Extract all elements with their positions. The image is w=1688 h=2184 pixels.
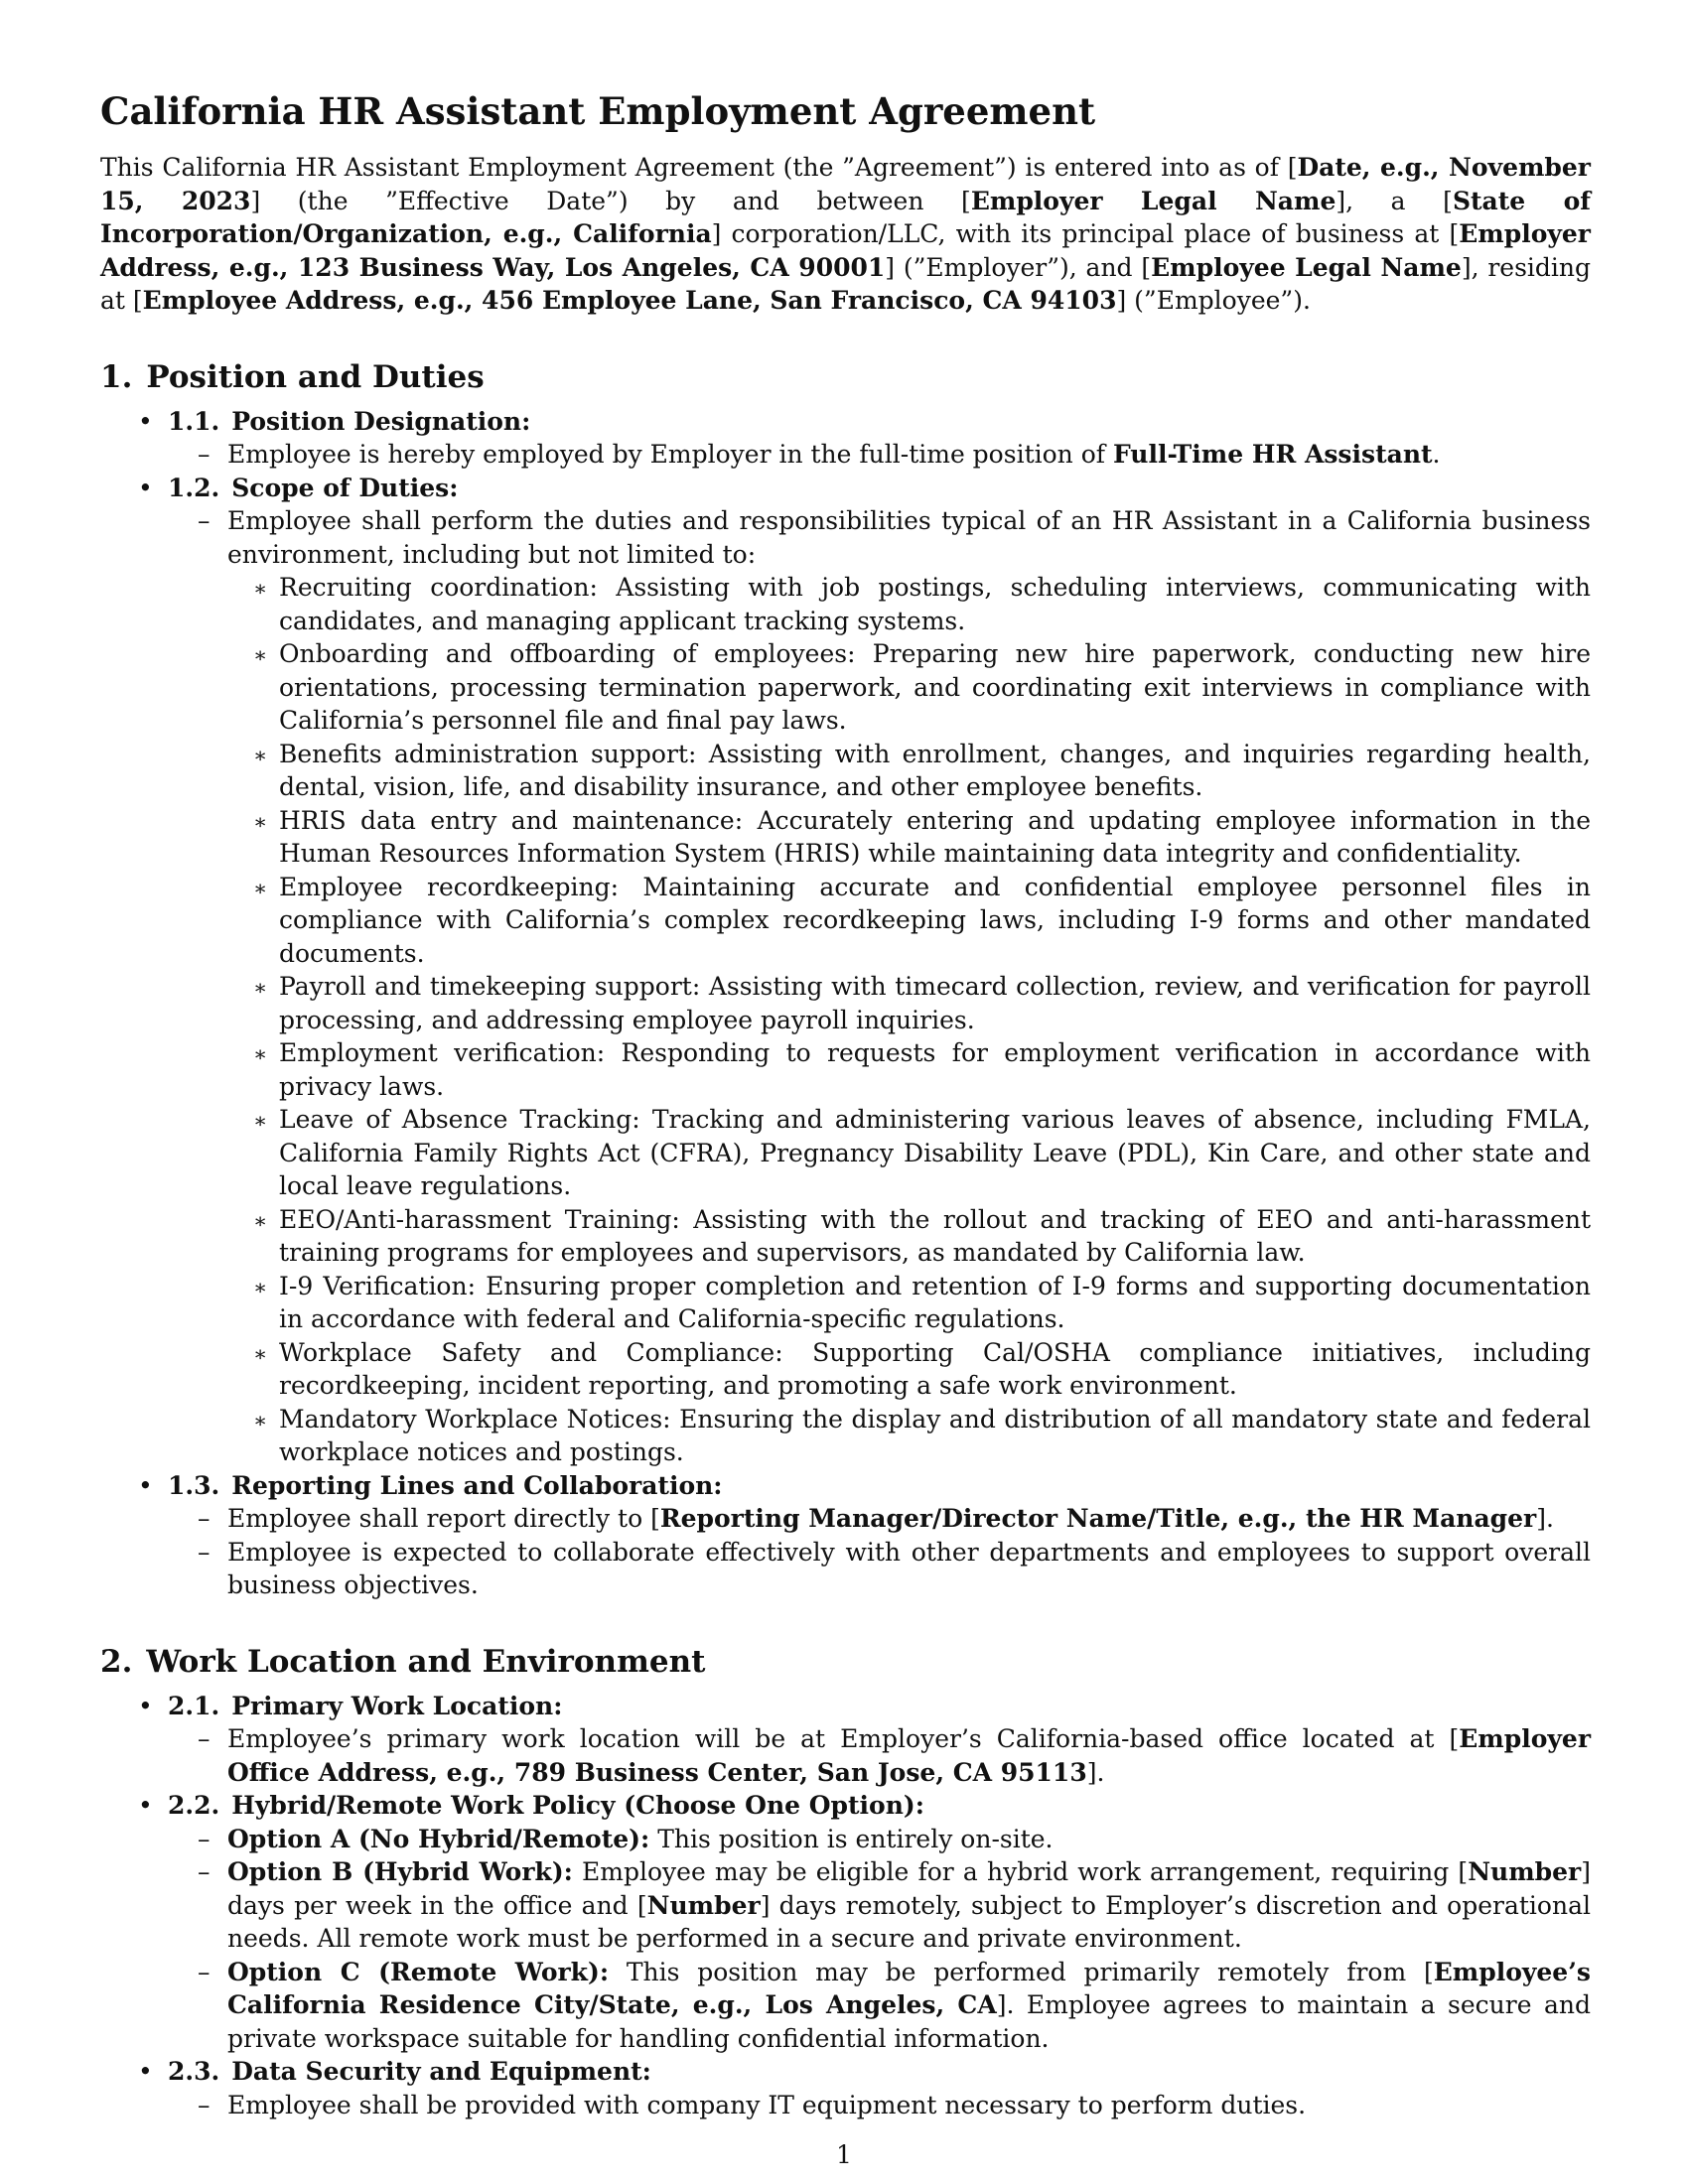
section-title: Position and Duties (146, 358, 485, 395)
list-item (168, 438, 1591, 472)
option-label: Option B (Hybrid Work): (227, 1857, 573, 1886)
section-1-list (100, 405, 1591, 1602)
section-heading-position-and-duties (100, 357, 1591, 397)
subsection-2-2 (100, 1789, 1591, 2055)
option-label: Option C (Remote Work): (227, 1957, 610, 1986)
duty-text: EEO/Anti-harassment Training: Assisting with the rollout and tracking of EEO and anti-harassment training programs for employees and supervisors, as mandated by California law. (279, 1204, 1591, 1267)
document-title: California HR Assistant Employment Agreement (100, 89, 1096, 133)
asterisk-icon: ∗ (253, 577, 268, 601)
intro-employer-name-placeholder: Employer Legal Name (970, 186, 1336, 215)
bullet-icon: • (138, 406, 153, 436)
intro-date-placeholder: Date, e.g., November 15, 2023 (100, 153, 1591, 215)
item-text: ]. (1536, 1504, 1554, 1533)
subsection-number: 2.3. (168, 2057, 220, 2086)
subsection-number: 2.2. (168, 1791, 220, 1820)
dash-icon: – (198, 1857, 211, 1886)
option-c-item (168, 1956, 1591, 2056)
duty-text: Employment verification: Responding to requests for employment verification in accordance with privacy laws. (279, 1038, 1591, 1101)
intro-employee-name-placeholder: Employee Legal Name (1151, 252, 1462, 282)
dash-icon: – (198, 1504, 211, 1533)
dash-icon: – (198, 1957, 211, 1986)
duty-item (227, 738, 1591, 804)
list-item (168, 1502, 1591, 1536)
dash-icon: – (198, 1724, 211, 1753)
document-page (100, 87, 1591, 2121)
item-text: This position is entirely on-site. (649, 1824, 1054, 1853)
option-a-item (168, 1823, 1591, 1856)
asterisk-icon: ∗ (253, 976, 268, 1000)
dash-icon: – (198, 440, 211, 469)
asterisk-icon: ∗ (253, 1408, 268, 1433)
duty-text: Payroll and timekeeping support: Assisting with timecard collection, review, and verification for payroll processing, and addressing employee payroll inquiries. (279, 972, 1591, 1034)
duty-text: Recruiting coordination: Assisting with job postings, scheduling interviews, communicating with candidates, and managing applicant tracking systems. (279, 573, 1591, 635)
duties-list (227, 571, 1591, 1469)
subsection-items (168, 1722, 1591, 1789)
intro-employee-address-placeholder: Employee Address, e.g., 456 Employee Lane, San Francisco, CA 94103 (142, 286, 1117, 315)
item-text: Employee is hereby employed by Employer in the full-time position of (227, 440, 1113, 469)
item-text: This position may be performed primarily remotely from [ (609, 1957, 1434, 1986)
subsection-number: 1.3. (168, 1470, 220, 1500)
subsection-items (168, 1502, 1591, 1602)
subsection-title-text: Position Designation: (231, 406, 531, 436)
intro-text: ] (”Employer”), and [ (885, 252, 1152, 282)
duty-item (227, 1270, 1591, 1336)
option-b-item (168, 1855, 1591, 1956)
intro-state-placeholder: State of Incorporation/Organization, e.g., California (100, 186, 1591, 248)
dash-icon: – (198, 2090, 211, 2119)
dash-icon: – (198, 1537, 211, 1567)
duty-text: Benefits administration support: Assisting with enrollment, changes, and inquiries regarding health, dental, vision, life, and disability insurance, and other employee benefits. (279, 739, 1591, 801)
item-text: ]. Employee agrees to maintain a secure and private workspace suitable for handling confidential information. (227, 1990, 1592, 2053)
bullet-icon: • (138, 473, 153, 502)
asterisk-icon: ∗ (253, 743, 268, 767)
item-text: Employee is expected to collaborate effectively with other departments and employees to support overall business objectives. (227, 1537, 1591, 1599)
duty-item (227, 1036, 1591, 1103)
intro-text: ], a [ (1336, 186, 1453, 215)
item-text: Employee may be eligible for a hybrid work arrangement, requiring [ (572, 1857, 1469, 1886)
position-title: Full-Time HR Assistant (1112, 440, 1433, 469)
section-heading-work-location (100, 1642, 1591, 1682)
dash-icon: – (198, 1824, 211, 1853)
subsection-title-text: Scope of Duties: (231, 473, 459, 502)
duty-item (227, 804, 1591, 871)
asterisk-icon: ∗ (253, 876, 268, 900)
duty-text: Employee recordkeeping: Maintaining accurate and confidential employee personnel files in compliance with California’s complex recordkeeping laws, including I-9 forms and other mandated documents. (279, 872, 1591, 968)
duty-item (227, 1203, 1591, 1270)
asterisk-icon: ∗ (253, 1109, 268, 1133)
subsection-title (168, 1690, 1591, 1723)
duty-text: Workplace Safety and Compliance: Supporting Cal/OSHA compliance initiatives, including recordkeeping, incident reporting, and promoting a safe work environment. (279, 1337, 1591, 1400)
subsection-title (168, 1789, 1591, 1823)
intro-employer-address-placeholder: Employer Address, e.g., 123 Business Way, Los Angeles, CA 90001 (100, 219, 1591, 282)
duty-item (227, 1103, 1591, 1203)
section-2-list (100, 1690, 1591, 2122)
asterisk-icon: ∗ (253, 1275, 268, 1299)
item-text: ] days per week in the office and [ (227, 1857, 1591, 1920)
subsection-1-3 (100, 1469, 1591, 1602)
list-item (168, 2089, 1591, 2122)
option-label: Option A (No Hybrid/Remote): (227, 1824, 650, 1853)
duty-item (227, 871, 1591, 971)
duty-text: HRIS data entry and maintenance: Accurately entering and updating employee information in the Human Resources Information System (HRIS) while maintaining data integrity and confidentiality. (279, 805, 1591, 868)
subsection-items (168, 2089, 1591, 2122)
residence-city-placeholder: Employee’s California Residence City/State, e.g., Los Angeles, CA (227, 1957, 1591, 2019)
subsection-items (168, 438, 1591, 472)
subsection-title-text: Reporting Lines and Collaboration: (231, 1470, 723, 1500)
duty-item (227, 637, 1591, 738)
list-item (168, 504, 1591, 1469)
subsection-number: 2.1. (168, 1691, 220, 1720)
duty-text: I-9 Verification: Ensuring proper completion and retention of I-9 forms and supporting documentation in accordance with federal and California-specific regulations. (279, 1271, 1591, 1333)
asterisk-icon: ∗ (253, 1341, 268, 1366)
list-item (168, 1722, 1591, 1789)
subsection-title (168, 405, 1591, 439)
subsection-2-3 (100, 2055, 1591, 2121)
asterisk-icon: ∗ (253, 1042, 268, 1066)
asterisk-icon: ∗ (253, 809, 268, 834)
asterisk-icon: ∗ (253, 643, 268, 667)
duty-text: Leave of Absence Tracking: Tracking and administering various leaves of absence, including FMLA, California Family Rights Act (CFRA), Pregnancy Disability Leave (PDL), Kin Care, and other state and local leave regulations. (279, 1105, 1591, 1200)
intro-text: ] (the ”Effective Date”) by and between [ (250, 186, 971, 215)
subsection-items (168, 1823, 1591, 2056)
subsection-2-1 (100, 1690, 1591, 1790)
subsection-title (168, 2055, 1591, 2089)
duty-item (227, 970, 1591, 1036)
section-title: Work Location and Environment (146, 1643, 706, 1680)
subsection-title-text: Hybrid/Remote Work Policy (Choose One Option): (231, 1791, 924, 1820)
subsection-1-2 (100, 472, 1591, 1469)
subsection-1-1 (100, 405, 1591, 472)
list-item (168, 1536, 1591, 1602)
section-number: 1. (100, 358, 133, 395)
item-text: . (1432, 440, 1441, 469)
subsection-title (168, 1469, 1591, 1503)
subsection-title (168, 472, 1591, 505)
bullet-icon: • (138, 2057, 153, 2086)
subsection-title-text: Primary Work Location: (231, 1691, 563, 1720)
item-text: Employee shall report directly to [ (227, 1504, 660, 1533)
intro-text: ] corporation/LLC, with its principal place of business at [ (711, 219, 1460, 248)
item-text: ]. (1086, 1757, 1105, 1787)
subsection-number: 1.2. (168, 473, 220, 502)
reporting-manager-placeholder: Reporting Manager/Director Name/Title, e.g., the HR Manager (659, 1504, 1537, 1533)
intro-text: ], residing at [ (100, 252, 1591, 315)
bullet-icon: • (138, 1691, 153, 1720)
intro-paragraph (100, 151, 1591, 318)
number-placeholder: Number (646, 1890, 761, 1920)
duty-item (227, 1336, 1591, 1403)
page-number: 1 (836, 2140, 852, 2169)
subsection-title-text: Data Security and Equipment: (231, 2057, 651, 2086)
duty-text: Onboarding and offboarding of employees: Preparing new hire paperwork, conducting new hire orientations, processing termination paperwork, and coordinating exit interviews in compliance with California’s personnel file and final pay laws. (279, 639, 1591, 735)
asterisk-icon: ∗ (253, 1208, 268, 1233)
bullet-icon: • (138, 1791, 153, 1820)
item-text: Employee shall be provided with company IT equipment necessary to perform duties. (227, 2090, 1307, 2119)
item-text: Employee shall perform the duties and responsibilities typical of an HR Assistant in a California business environment, including but not limited to: (227, 506, 1591, 569)
office-address-placeholder: Employer Office Address, e.g., 789 Business Center, San Jose, CA 95113 (227, 1724, 1591, 1787)
intro-text: This California HR Assistant Employment Agreement (the ”Agreement”) is entered into as of [ (100, 153, 1298, 182)
item-text: ] days remotely, subject to Employer’s discretion and operational needs. All remote work must be performed in a secure and private environment. (227, 1890, 1591, 1953)
duty-item (227, 571, 1591, 637)
subsection-items (168, 504, 1591, 1469)
duty-text: Mandatory Workplace Notices: Ensuring the display and distribution of all mandatory state and federal workplace notices and postings. (279, 1404, 1591, 1466)
item-text: Employee’s primary work location will be at Employer’s California-based office located at [ (227, 1724, 1460, 1753)
duty-item (227, 1403, 1591, 1469)
intro-text: ] (”Employee”). (1116, 286, 1311, 315)
bullet-icon: • (138, 1470, 153, 1500)
subsection-number: 1.1. (168, 406, 220, 436)
section-number: 2. (100, 1643, 133, 1680)
dash-icon: – (198, 506, 211, 535)
number-placeholder: Number (1468, 1857, 1582, 1886)
